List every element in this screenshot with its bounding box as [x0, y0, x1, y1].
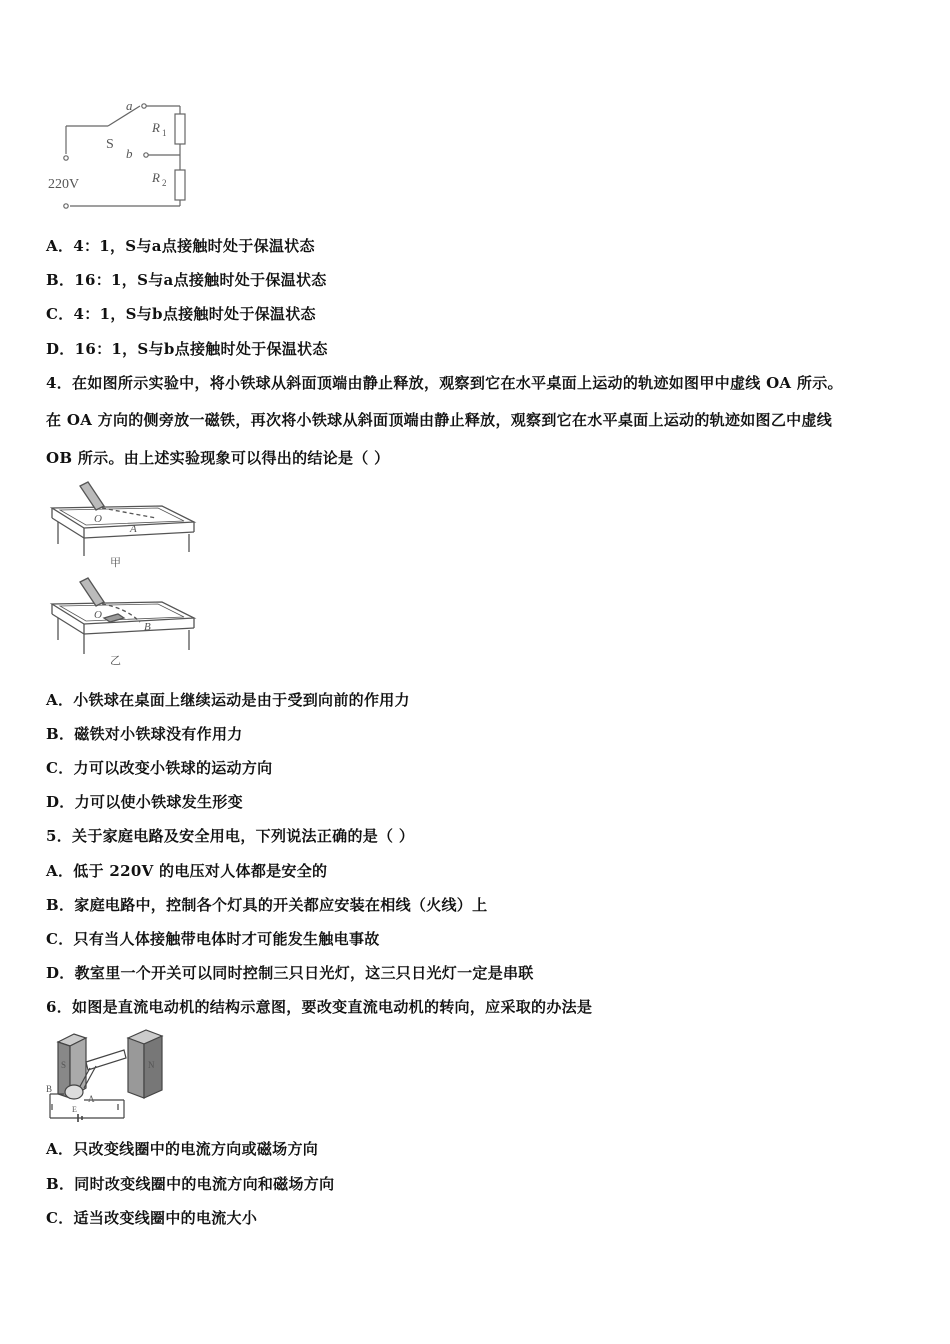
switch-s-label: S — [106, 137, 114, 152]
table-experiment-figure — [44, 478, 204, 670]
circuit-diagram — [44, 96, 204, 214]
q6-option-c: C．适当改变线圈中的电流大小 — [46, 1209, 258, 1227]
point-o-jia: O — [94, 513, 102, 525]
dc-motor-diagram — [44, 1028, 168, 1126]
q5-option-a: A．低于 220V 的电压对人体都是安全的 — [46, 862, 328, 880]
q3-option-b: B．16：1，S与a点接触时处于保温状态 — [46, 271, 327, 289]
point-o-yi: O — [94, 609, 102, 621]
q6-option-b: B．同时改变线圈中的电流方向和磁场方向 — [46, 1175, 335, 1193]
q4-option-c: C．力可以改变小铁球的运动方向 — [46, 759, 273, 777]
q3-option-d: D．16：1，S与b点接触时处于保温状态 — [46, 340, 328, 358]
q4-stem-line-1: 4．在如图所示实验中，将小铁球从斜面顶端由静止释放，观察到它在水平桌面上运动的轨迹如图甲中虚线 OA 所示。 — [46, 374, 843, 392]
q4-stem-line-2: 在 OA 方向的侧旁放一磁铁，再次将小铁球从斜面顶端由静止释放，观察到它在水平桌面上运动的轨迹如图乙中虚线 — [46, 411, 833, 429]
q6-stem: 6．如图是直流电动机的结构示意图，要改变直流电动机的转向，应采取的办法是 — [46, 998, 593, 1016]
q5-stem: 5．关于家庭电路及安全用电，下列说法正确的是（ ） — [46, 827, 415, 845]
q4-option-a: A．小铁球在桌面上继续运动是由于受到向前的作用力 — [46, 691, 410, 709]
battery-e-label: E — [72, 1105, 77, 1114]
point-a-label: a — [126, 98, 133, 113]
label-yi: 乙 — [110, 655, 121, 667]
r2-label: R — [152, 170, 160, 185]
r1-subscript: 1 — [162, 128, 167, 138]
pole-n-label: N — [148, 1060, 155, 1070]
q5-option-c: C．只有当人体接触带电体时才可能发生触电事故 — [46, 930, 380, 948]
point-b-yi: B — [144, 621, 151, 633]
q3-option-c: C．4：1，S与b点接触时处于保温状态 — [46, 305, 316, 323]
brush-a-label: A — [88, 1094, 95, 1104]
q3-option-a: A．4：1，S与a点接触时处于保温状态 — [46, 237, 315, 255]
r2-subscript: 2 — [162, 178, 167, 188]
q5-option-d: D．教室里一个开关可以同时控制三只日光灯，这三只日光灯一定是串联 — [46, 964, 534, 982]
r1-label: R — [152, 120, 160, 135]
voltage-label: 220V — [48, 177, 80, 192]
point-a-jia: A — [130, 523, 137, 535]
q4-stem-line-3: OB 所示。由上述实验现象可以得出的结论是（ ） — [46, 449, 390, 467]
q4-option-d: D．力可以使小铁球发生形变 — [46, 793, 243, 811]
label-jia: 甲 — [110, 557, 121, 569]
point-b-label: b — [126, 146, 133, 161]
brush-b-label: B — [46, 1084, 53, 1094]
q5-option-b: B．家庭电路中，控制各个灯具的开关都应安装在相线（火线）上 — [46, 896, 488, 914]
q6-option-a: A．只改变线圈中的电流方向或磁场方向 — [46, 1140, 319, 1158]
q4-option-b: B．磁铁对小铁球没有作用力 — [46, 725, 243, 743]
pole-s-label: S — [61, 1060, 67, 1070]
